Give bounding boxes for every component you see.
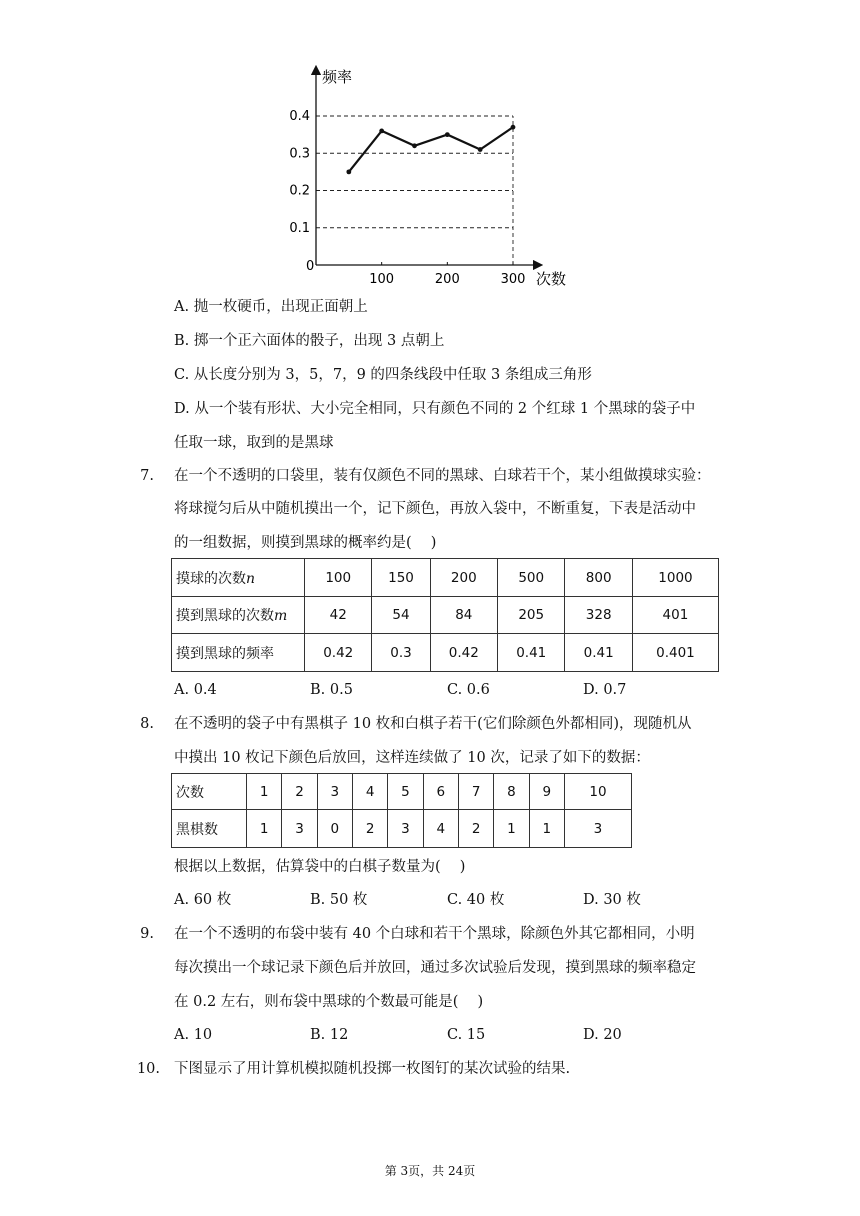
q7-option-a: A. 0.4 (174, 682, 217, 698)
table-cell: 4 (352, 774, 387, 810)
q6-option-d: D. 从一个装有形状、大小完全相同，只有颜色不同的 2 个红球 1 个黑球的袋子中 (174, 401, 696, 417)
table-cell: 6 (423, 774, 458, 810)
x-tick-label: 100 (369, 272, 395, 287)
table-cell: 次数 (172, 774, 247, 810)
table-cell: 1000 (632, 559, 718, 597)
table-cell: 摸到黑球的频率 (172, 634, 305, 672)
table-cell: 1 (247, 774, 282, 810)
q9-option-d: D. 20 (583, 1027, 622, 1043)
q8-option-d: D. 30 枚 (583, 892, 641, 908)
table-cell: 0.3 (372, 634, 430, 672)
table-row (172, 559, 719, 597)
q7-table (171, 558, 719, 672)
q7-option-d: D. 0.7 (583, 682, 627, 698)
table-cell: 1 (529, 810, 564, 848)
q8-option-a: A. 60 枚 (174, 892, 232, 908)
table-cell: 3 (388, 810, 423, 848)
y-tick-label: 0.2 (289, 183, 310, 199)
q7-line-1: 在一个不透明的口袋里，装有仅颜色不同的黑球、白球若干个，某小组做摸球实验： (174, 468, 711, 484)
table-cell: 2 (282, 774, 317, 810)
data-point (346, 169, 351, 174)
table-cell: 800 (565, 559, 632, 597)
table-row (172, 634, 719, 672)
q8-table (171, 773, 632, 848)
table-cell: 2 (352, 810, 387, 848)
table-cell: 54 (372, 597, 430, 634)
y-tick-label: 0.4 (289, 109, 310, 124)
table-cell: 黑棋数 (172, 810, 247, 848)
table-cell: 0 (317, 810, 352, 848)
table-cell: 150 (372, 559, 430, 597)
data-point (511, 125, 516, 130)
table-cell: 500 (498, 559, 565, 597)
q8-line-1: 在不透明的袋子中有黑棋子 10 枚和白棋子若干(它们除颜色外都相同)，现随机从 (174, 716, 692, 732)
q7-number: 7. (140, 468, 154, 484)
table-cell: 5 (388, 774, 423, 810)
q7-line-3: 的一组数据，则摸到黑球的概率约是( ) (174, 535, 437, 551)
table-cell: 9 (529, 774, 564, 810)
q6-option-c: C. 从长度分别为 3，5，7，9 的四条线段中任取 3 条组成三角形 (174, 367, 592, 383)
x-tick-label: 200 (434, 272, 460, 287)
q7-option-c: C. 0.6 (447, 682, 490, 698)
q7-line-2: 将球搅匀后从中随机摸出一个，记下颜色，再放入袋中，不断重复，下表是活动中 (174, 501, 696, 517)
table-cell: 42 (305, 597, 372, 634)
table-cell: 8 (494, 774, 529, 810)
data-point (412, 143, 417, 148)
table-cell: 0.42 (430, 634, 497, 672)
q9-line-1: 在一个不透明的布袋中装有 40 个白球和若干个黑球，除颜色外其它都相同，小明 (174, 926, 695, 942)
q9-option-c: C. 15 (447, 1027, 486, 1043)
series-points (346, 125, 515, 174)
table-row (172, 597, 719, 634)
q8-number: 8. (140, 716, 154, 732)
data-point (478, 147, 483, 152)
table-cell: 100 (305, 559, 372, 597)
q9-line-2: 每次摸出一个球记录下颜色后并放回，通过多次试验后发现，摸到黑球的频率稳定 (174, 960, 696, 976)
x-tick-label: 300 (500, 272, 526, 287)
table-row (172, 810, 632, 848)
origin-label: 0 (306, 259, 315, 274)
table-cell: 328 (565, 597, 632, 634)
y-tick-label: 0.3 (289, 146, 310, 162)
table-cell: 3 (317, 774, 352, 810)
table-cell: 10 (564, 774, 631, 810)
table-cell: 摸到黑球的次数𝑚 (172, 597, 305, 634)
q8-after-text: 根据以上数据，估算袋中的白棋子数量为( ) (174, 859, 466, 875)
q8-option-c: C. 40 枚 (447, 892, 505, 908)
series-line (349, 127, 513, 172)
table-row (172, 774, 632, 810)
q8-option-b: B. 50 枚 (310, 892, 368, 908)
table-cell: 0.41 (498, 634, 565, 672)
chart-ticks (289, 109, 525, 287)
table-cell: 2 (458, 810, 493, 848)
table-cell: 1 (247, 810, 282, 848)
table-cell: 200 (430, 559, 497, 597)
q9-line-3: 在 0.2 左右，则布袋中黑球的个数最可能是( ) (174, 994, 484, 1010)
q8-line-2: 中摸出 10 枚记下颜色后放回，这样连续做了 10 次，记录了如下的数据： (174, 750, 650, 766)
table-cell: 0.42 (305, 634, 372, 672)
table-cell: 401 (632, 597, 718, 634)
x-axis-label: 次数 (536, 270, 567, 288)
y-axis-label: 频率 (322, 68, 353, 86)
page-footer: 第 3页，共 24页 (384, 1164, 476, 1178)
data-point (445, 132, 450, 137)
table-cell: 205 (498, 597, 565, 634)
q9-option-a: A. 10 (174, 1027, 213, 1043)
table-cell: 0.401 (632, 634, 718, 672)
table-cell: 3 (564, 810, 631, 848)
frequency-line-chart (270, 60, 580, 295)
table-cell: 3 (282, 810, 317, 848)
table-cell: 0.41 (565, 634, 632, 672)
chart-grid (316, 116, 513, 265)
table-cell: 1 (494, 810, 529, 848)
q7-option-b: B. 0.5 (310, 682, 353, 698)
table-cell: 4 (423, 810, 458, 848)
q6-option-b: B. 掷一个正六面体的骰子，出现 3 点朝上 (174, 333, 445, 349)
q10-line-1: 下图显示了用计算机模拟随机投掷一枚图钉的某次试验的结果. (174, 1061, 571, 1077)
q9-number: 9. (140, 926, 154, 942)
q6-option-a: A. 抛一枚硬币，出现正面朝上 (174, 299, 368, 315)
table-cell: 7 (458, 774, 493, 810)
y-tick-label: 0.1 (289, 220, 310, 236)
q6-option-d-cont: 任取一球，取到的是黑球 (174, 435, 334, 451)
table-cell: 摸球的次数𝑛 (172, 559, 305, 597)
data-point (379, 129, 384, 134)
table-cell: 84 (430, 597, 497, 634)
q10-number: 10. (136, 1061, 160, 1077)
q9-option-b: B. 12 (310, 1027, 349, 1043)
